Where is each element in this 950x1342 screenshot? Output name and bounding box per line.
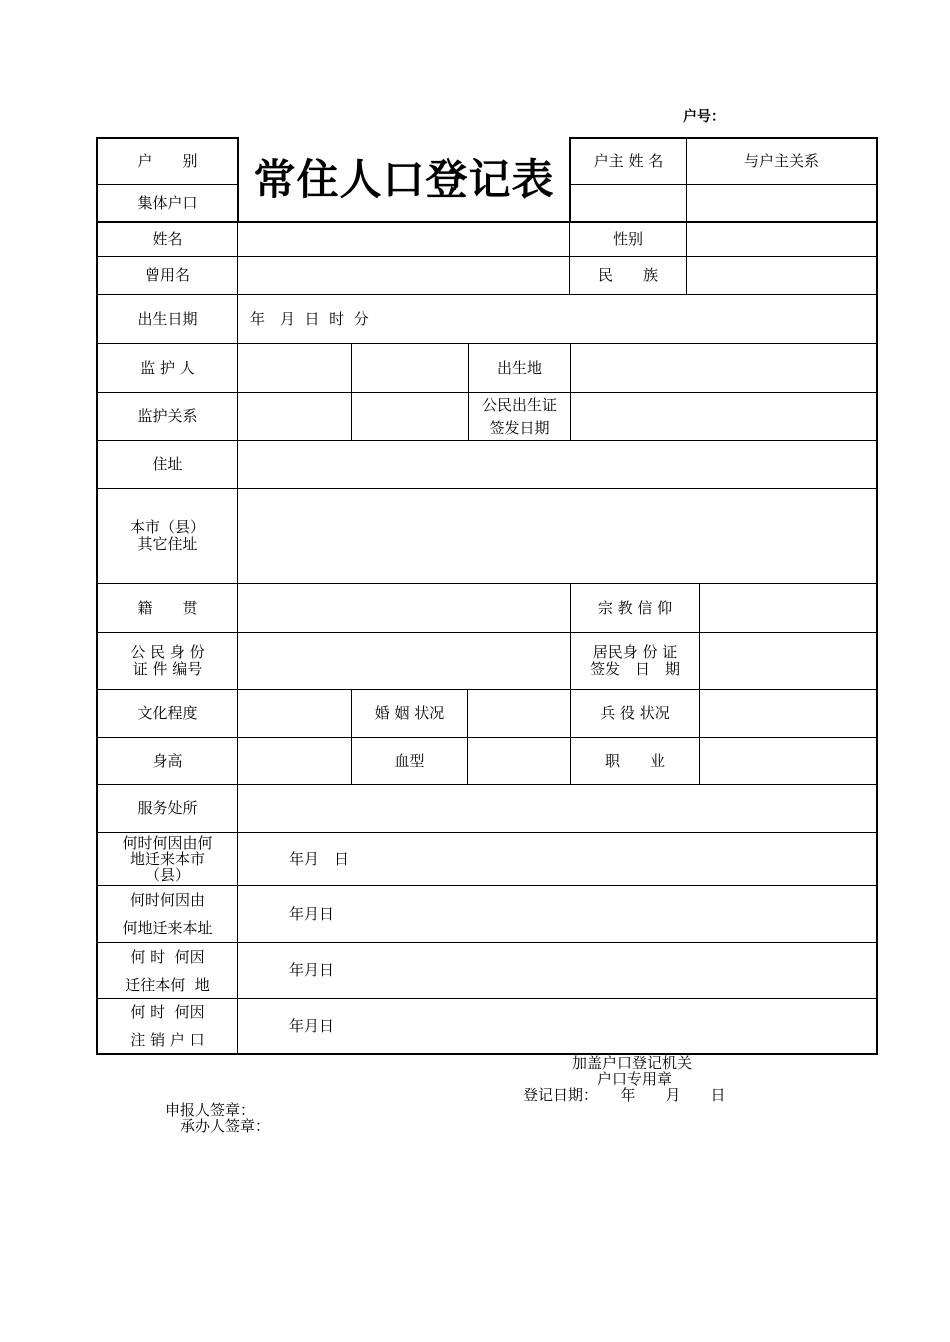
religion-label: 宗 教 信 仰 — [597, 598, 673, 617]
address-label: 住址 — [152, 455, 183, 473]
applicant-signature-label: 申报人签章： — [165, 1101, 256, 1119]
workplace-field[interactable] — [238, 785, 876, 832]
household-type-label: 户 别 — [137, 152, 198, 170]
workplace-label: 服务处所 — [137, 799, 198, 817]
address-field[interactable] — [238, 441, 876, 488]
moved-to-city-date[interactable]: 年月 日 — [289, 849, 350, 868]
marital-status-field[interactable] — [468, 690, 570, 737]
gender-field[interactable] — [687, 223, 876, 256]
birthplace-label: 出生地 — [496, 358, 542, 377]
moved-to-city-label: 何时何因由何 地迁来本市 （县） — [122, 834, 213, 884]
birth-certificate-date-field[interactable] — [571, 393, 876, 440]
former-name-field[interactable] — [238, 257, 569, 294]
registration-cancel-date[interactable]: 年月日 — [289, 1016, 335, 1035]
registration-date: 登记日期： 年 月 日 — [523, 1086, 726, 1104]
relation-field[interactable] — [687, 185, 876, 221]
registration-cancel-label: 何 时 何因 注 销 户 口 — [130, 1003, 205, 1049]
gender-label: 性别 — [612, 230, 643, 248]
household-number-label: 户号： — [683, 109, 725, 125]
collective-household-label: 集体户口 — [137, 193, 198, 212]
id-number-label: 公 民 身 份 证 件 编号 — [130, 643, 205, 678]
marital-status-label: 婚 姻 状况 — [374, 704, 445, 722]
id-number-field[interactable] — [238, 633, 570, 689]
height-label: 身高 — [152, 751, 183, 770]
native-place-label: 籍 贯 — [137, 598, 198, 617]
guardian-field-2[interactable] — [352, 344, 468, 392]
moved-out-date[interactable]: 年月日 — [289, 961, 335, 979]
guardian-relation-field-1[interactable] — [238, 393, 351, 440]
ethnicity-label: 民 族 — [597, 266, 658, 284]
education-label: 文化程度 — [137, 704, 198, 722]
birth-date-field[interactable]: 年 月 日 时 分 — [250, 309, 369, 328]
blood-type-field[interactable] — [468, 738, 570, 784]
blood-type-label: 血型 — [394, 751, 425, 770]
form-title: 常住人口登记表 — [253, 154, 555, 204]
moved-to-address-date[interactable]: 年月日 — [289, 904, 335, 923]
handler-signature-label: 承办人签章： — [180, 1117, 271, 1135]
occupation-field[interactable] — [700, 738, 876, 784]
former-name-label: 曾用名 — [144, 266, 190, 284]
seal-instruction-line1: 加盖户口登记机关 — [572, 1054, 693, 1072]
height-field[interactable] — [238, 738, 351, 784]
birth-certificate-date-label: 公民出生证 签发日期 — [481, 395, 557, 437]
guardian-field-1[interactable] — [238, 344, 351, 392]
other-address-label: 本市（县） 其它住址 — [129, 518, 205, 553]
birth-date-label: 出生日期 — [137, 309, 198, 328]
head-of-household-name-label: 户主 姓 名 — [593, 152, 664, 170]
native-place-field[interactable] — [238, 584, 570, 632]
name-label: 姓名 — [152, 230, 183, 248]
ethnicity-field[interactable] — [687, 257, 876, 294]
id-issue-date-label: 居民身 份 证 签发 日 期 — [589, 643, 680, 678]
military-status-label: 兵 役 状况 — [600, 704, 670, 722]
birthplace-field[interactable] — [571, 344, 876, 392]
head-name-field[interactable] — [571, 185, 686, 221]
name-field[interactable] — [238, 223, 569, 256]
other-address-field[interactable] — [238, 489, 876, 583]
moved-out-label: 何 时 何因 迁往本何 地 — [125, 947, 210, 994]
religion-field[interactable] — [700, 584, 876, 632]
moved-to-address-label: 何时何因由 何地迁来本址 — [122, 891, 213, 937]
military-status-field[interactable] — [700, 690, 876, 737]
id-issue-date-field[interactable] — [700, 633, 876, 689]
occupation-label: 职 业 — [604, 751, 665, 770]
guardian-relation-field-2[interactable] — [352, 393, 468, 440]
guardian-relation-label: 监护关系 — [137, 407, 198, 425]
guardian-label: 监 护 人 — [140, 358, 195, 377]
seal-instruction-line2: 户口专用章 — [597, 1070, 673, 1088]
rule — [876, 137, 878, 1055]
education-field[interactable] — [238, 690, 351, 737]
rule — [96, 1053, 878, 1055]
relation-to-head-label: 与户主关系 — [743, 152, 819, 170]
